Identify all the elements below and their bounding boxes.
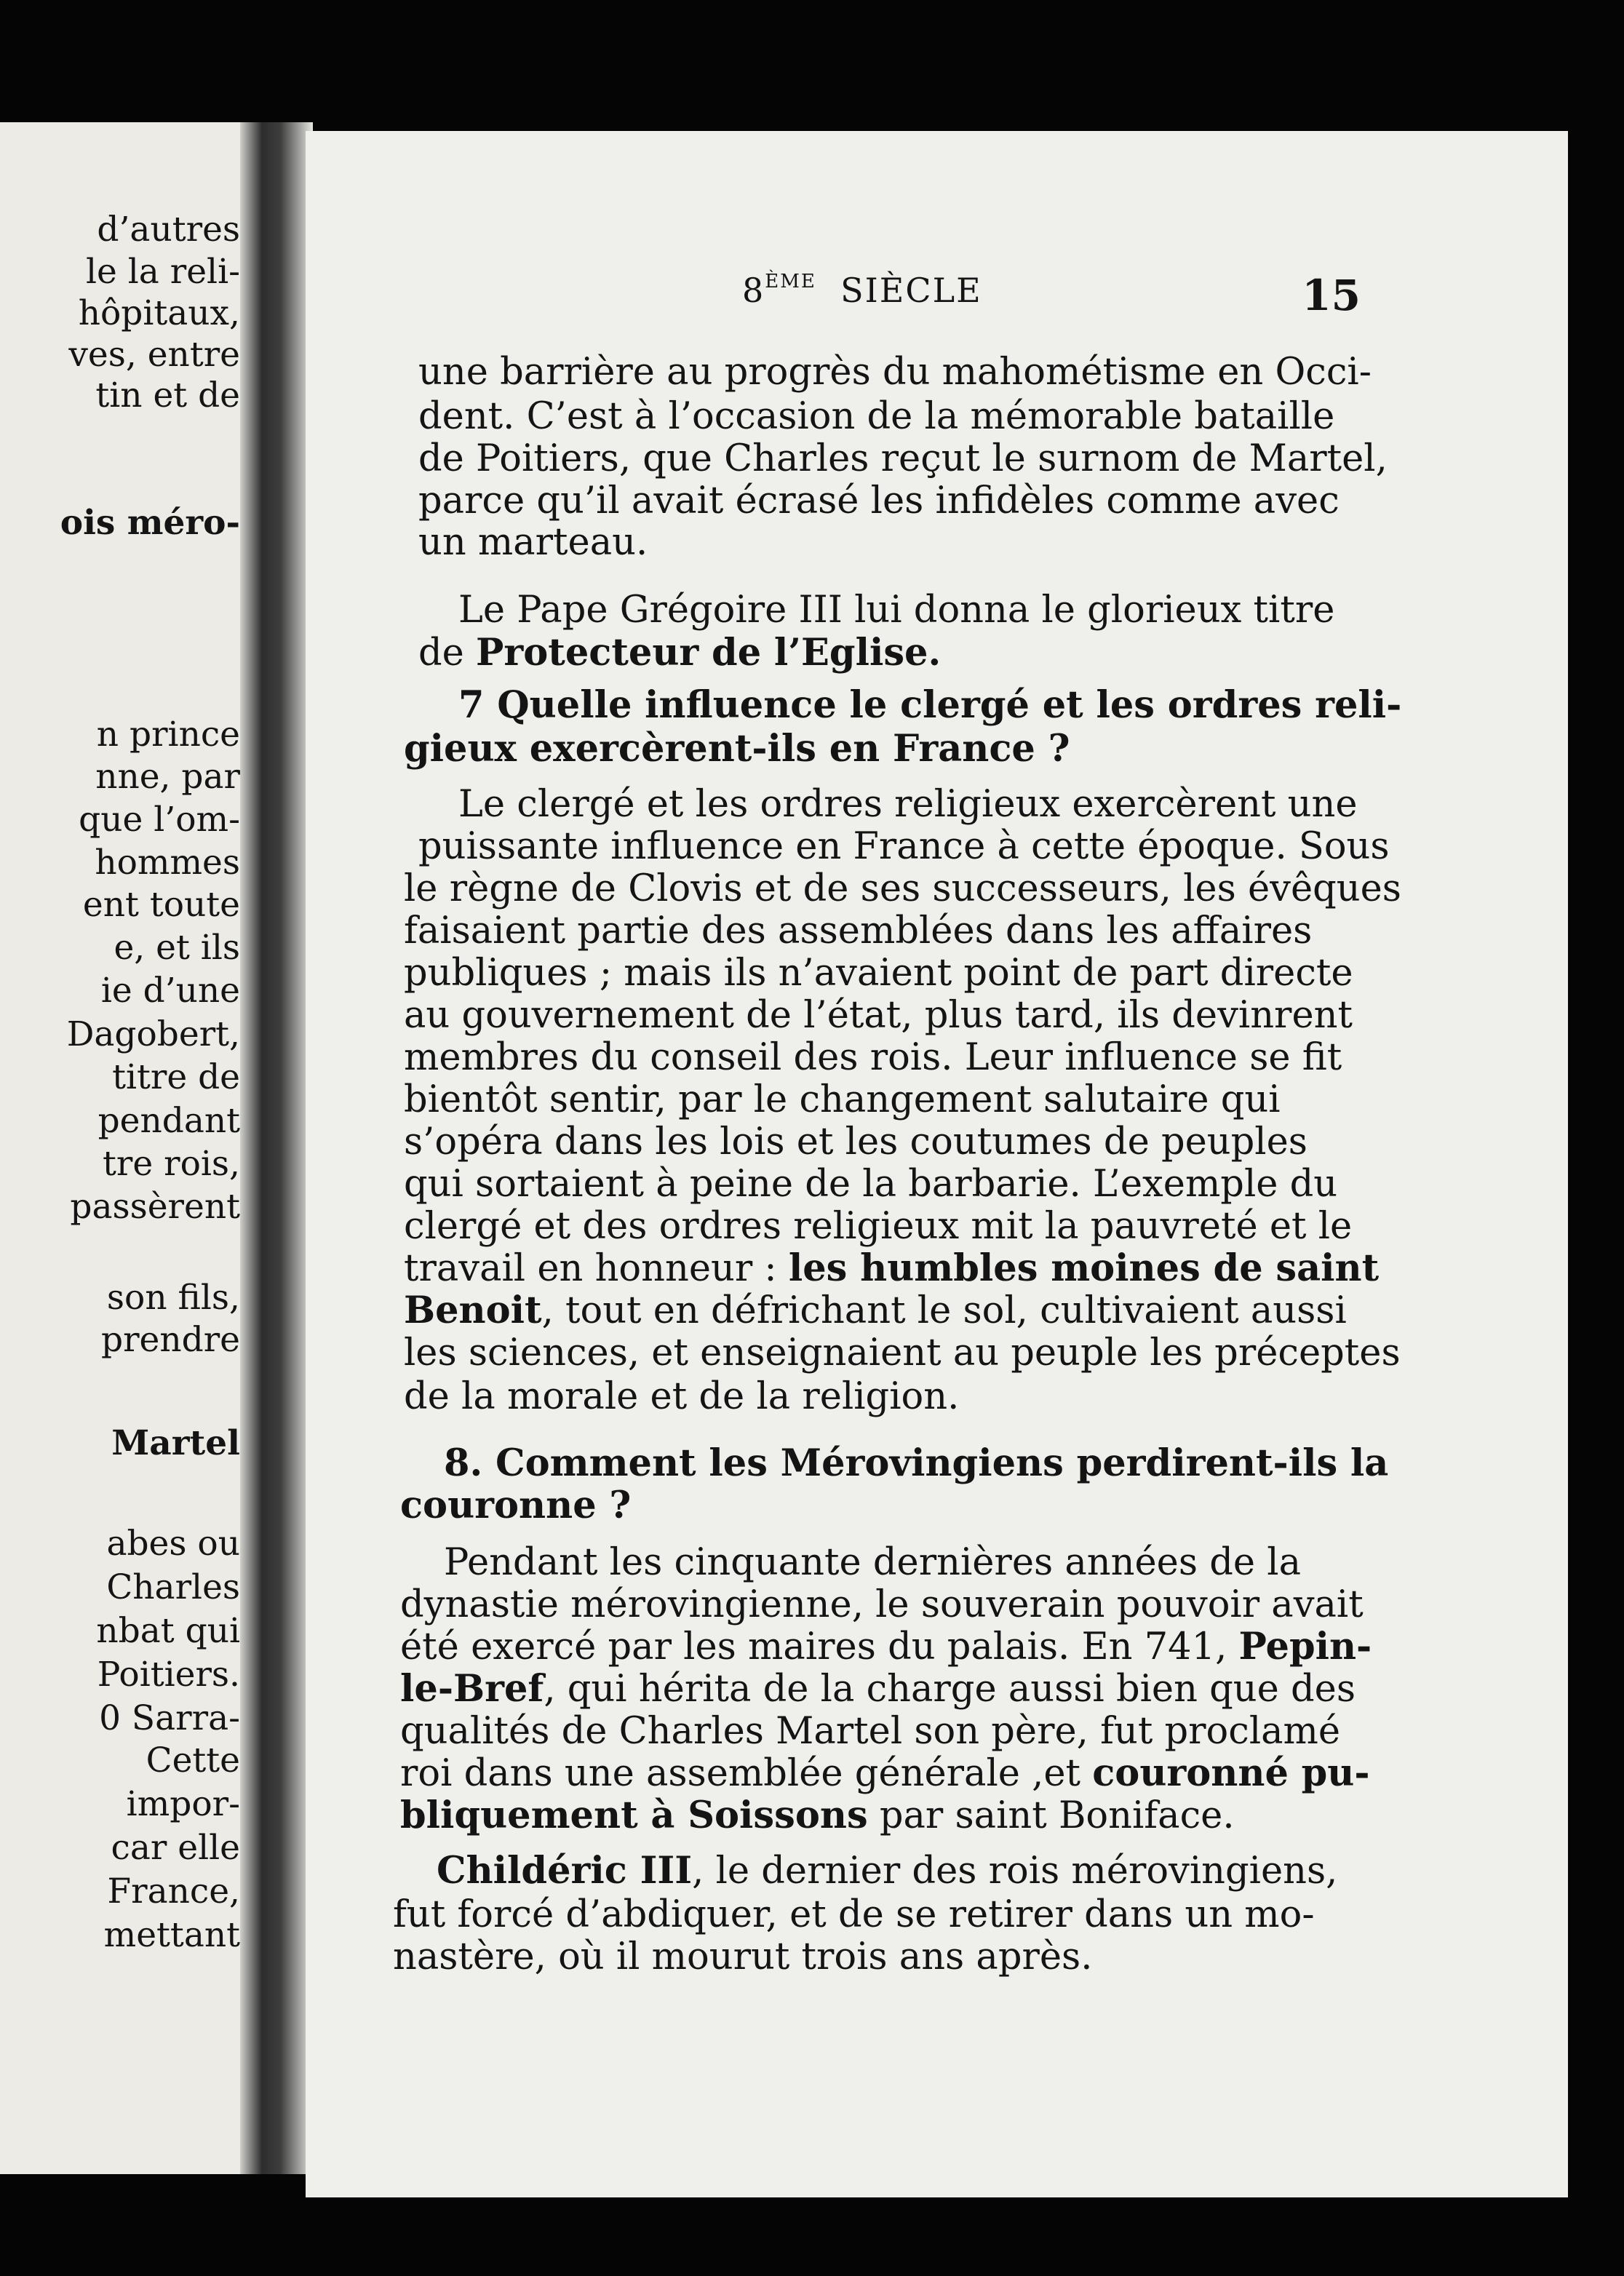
text-line <box>400 1667 1356 1711</box>
left-page-line: son fils, <box>106 1278 240 1318</box>
left-page-line: passèrent <box>70 1187 240 1227</box>
left-page-line: Poitiers. <box>97 1655 240 1695</box>
body-text: faisaient partie des assemblées dans les affaires <box>404 910 1313 952</box>
body-text: les sciences, et enseignaient au peuple les préceptes <box>404 1332 1401 1374</box>
left-page-line: Dagobert, <box>66 1014 240 1054</box>
body-text: , le dernier des rois mérovingiens, <box>692 1850 1338 1893</box>
body-text: Pendant les cinquante dernières années de la <box>444 1541 1301 1584</box>
text-line <box>418 437 1388 480</box>
text-line <box>404 1078 1281 1121</box>
bold-text: Childéric III <box>437 1849 693 1893</box>
body-text: puissante influence en France à cette époque. Sous <box>418 825 1390 868</box>
body-text: par saint Boniface. <box>867 1794 1235 1837</box>
text-line <box>400 1583 1364 1626</box>
header-ordinal-sup: ÈME <box>765 271 816 293</box>
page-number: 15 <box>1302 271 1361 320</box>
text-line <box>404 1334 1401 1372</box>
body-text: le règne de Clovis et de ses successeurs, les évêques <box>404 867 1401 910</box>
left-page-line: ois méro- <box>60 503 240 543</box>
text-line <box>458 683 1402 727</box>
text-line <box>458 783 1358 826</box>
bold-text: 8. Comment les Mérovingiens perdirent-ils la <box>444 1441 1389 1485</box>
body-text: nastère, où il mourut trois ans après. <box>393 1935 1093 1978</box>
left-page-line: prendre <box>100 1320 240 1360</box>
body-text: roi dans une assemblée générale ,et <box>400 1752 1093 1795</box>
body-text: clergé et des ordres religieux mit la pauvreté et le <box>404 1205 1353 1248</box>
text-line <box>437 1849 1338 1893</box>
left-page-line: ie d’une <box>100 971 240 1011</box>
left-page-line: ves, entre <box>68 335 240 375</box>
running-header <box>742 271 1397 310</box>
header-title: SIÈCLE <box>840 271 982 310</box>
left-page-line: nne, par <box>95 757 240 797</box>
bold-text: le-Bref <box>400 1667 544 1711</box>
header-ordinal: 8 <box>742 271 765 310</box>
body-text: bientôt sentir, par le changement salutaire qui <box>404 1078 1281 1121</box>
body-text: Le clergé et les ordres religieux exercèrent une <box>458 783 1358 826</box>
body-text: qui sortaient à peine de la barbarie. L’exemple du <box>404 1163 1338 1206</box>
bold-text: Protecteur de l’Eglise. <box>476 631 942 675</box>
text-line <box>418 631 942 675</box>
left-page-line: impor- <box>126 1784 240 1824</box>
text-line <box>418 825 1390 868</box>
bold-text: couronné pu- <box>1092 1751 1370 1795</box>
left-page-line: car elle <box>111 1828 240 1868</box>
text-line <box>444 1441 1389 1485</box>
left-page-line: le la reli- <box>85 252 240 292</box>
left-page-line: hôpitaux, <box>78 293 240 333</box>
body-text: un marteau. <box>418 521 648 564</box>
bold-text: bliquement à Soissons <box>400 1794 868 1837</box>
text-line <box>404 1246 1380 1290</box>
left-page-line: ent toute <box>82 885 240 925</box>
bold-text: Benoit <box>404 1289 542 1332</box>
text-line <box>404 727 1070 771</box>
body-text: membres du conseil des rois. Leur influence se fit <box>404 1036 1342 1079</box>
body-text: dynastie mérovingienne, le souverain pouvoir avait <box>400 1583 1364 1626</box>
text-line <box>400 1625 1372 1668</box>
left-page-line: que l’om- <box>79 800 240 840</box>
body-text: , tout en défrichant le sol, cultivaient aussi <box>541 1289 1347 1332</box>
left-page-line: titre de <box>112 1057 240 1097</box>
book-gutter <box>240 122 313 2174</box>
text-line <box>400 1751 1370 1795</box>
text-line <box>393 1935 1093 1978</box>
body-text: de la morale et de la religion. <box>404 1375 960 1418</box>
left-page-line: e, et ils <box>114 928 240 968</box>
body-text: fut forcé d’abdiquer, et de se retirer dans un mo- <box>393 1893 1315 1936</box>
text-line <box>404 1163 1338 1206</box>
text-line <box>418 521 648 564</box>
left-page-line: France, <box>107 1871 240 1911</box>
left-page-line: Cette <box>146 1740 240 1780</box>
left-page-line: Charles <box>106 1567 240 1607</box>
text-line <box>404 867 1401 910</box>
body-text: dent. C’est à l’occasion de la mémorable bataille <box>418 395 1335 438</box>
left-page-line: nbat qui <box>96 1611 240 1651</box>
left-page <box>0 122 276 2174</box>
body-text: Le Pape Grégoire III lui donna le glorieux titre <box>458 589 1335 632</box>
body-text: au gouvernement de l’état, plus tard, ils devinrent <box>404 994 1353 1037</box>
text-line <box>418 351 1372 394</box>
text-line <box>404 1289 1347 1332</box>
left-page-line: mettant <box>103 1915 240 1955</box>
body-text: une barrière au progrès du mahométisme en Occi- <box>418 351 1372 394</box>
text-line <box>400 1484 632 1527</box>
bold-text: les humbles moines de saint <box>788 1246 1380 1290</box>
bold-text: 7 Quelle influence le clergé et les ordres reli- <box>458 683 1402 727</box>
text-line <box>404 1036 1342 1079</box>
body-text: de Poitiers, que Charles reçut le surnom de Martel, <box>418 437 1388 480</box>
body-text: parce qu’il avait écrasé les infidèles comme avec <box>418 480 1340 522</box>
right-page <box>306 131 1568 2197</box>
left-page-line: tin et de <box>95 375 240 415</box>
text-line <box>393 1893 1315 1936</box>
left-page-line: n prince <box>96 715 240 755</box>
left-page-line: tre rois, <box>103 1144 240 1184</box>
text-line <box>404 994 1353 1037</box>
body-text: , qui hérita de la charge aussi bien que des <box>544 1668 1356 1711</box>
left-page-line: pendant <box>97 1101 240 1141</box>
left-page-line: Martel <box>111 1423 240 1463</box>
body-text: été exercé par les maires du palais. En 741, <box>400 1626 1239 1668</box>
left-page-line: abes ou <box>106 1524 240 1564</box>
text-line <box>418 395 1335 438</box>
left-page-line: 0 Sarra- <box>99 1698 240 1738</box>
body-text: s’opéra dans les lois et les coutumes de peuples <box>404 1121 1307 1163</box>
bold-text: Pepin- <box>1238 1625 1372 1668</box>
body-text: de <box>418 632 477 675</box>
text-line <box>400 1710 1341 1753</box>
body-text: travail en honneur : <box>404 1247 789 1290</box>
text-line <box>418 482 1340 520</box>
bold-text: couronne ? <box>400 1484 632 1527</box>
body-text: publiques ; mais ils n’avaient point de part directe <box>404 952 1353 995</box>
text-line <box>444 1541 1301 1584</box>
left-page-line: hommes <box>95 843 240 883</box>
text-line <box>404 1123 1307 1161</box>
body-text: qualités de Charles Martel son père, fut proclamé <box>400 1710 1341 1753</box>
left-page-line: d’autres <box>97 210 240 250</box>
bold-text: gieux exercèrent-ils en France ? <box>404 727 1070 771</box>
text-line <box>404 1375 960 1418</box>
text-line <box>404 1205 1353 1248</box>
text-line <box>404 952 1353 995</box>
text-line <box>458 589 1335 632</box>
text-line <box>400 1794 1235 1837</box>
text-line <box>404 912 1312 950</box>
